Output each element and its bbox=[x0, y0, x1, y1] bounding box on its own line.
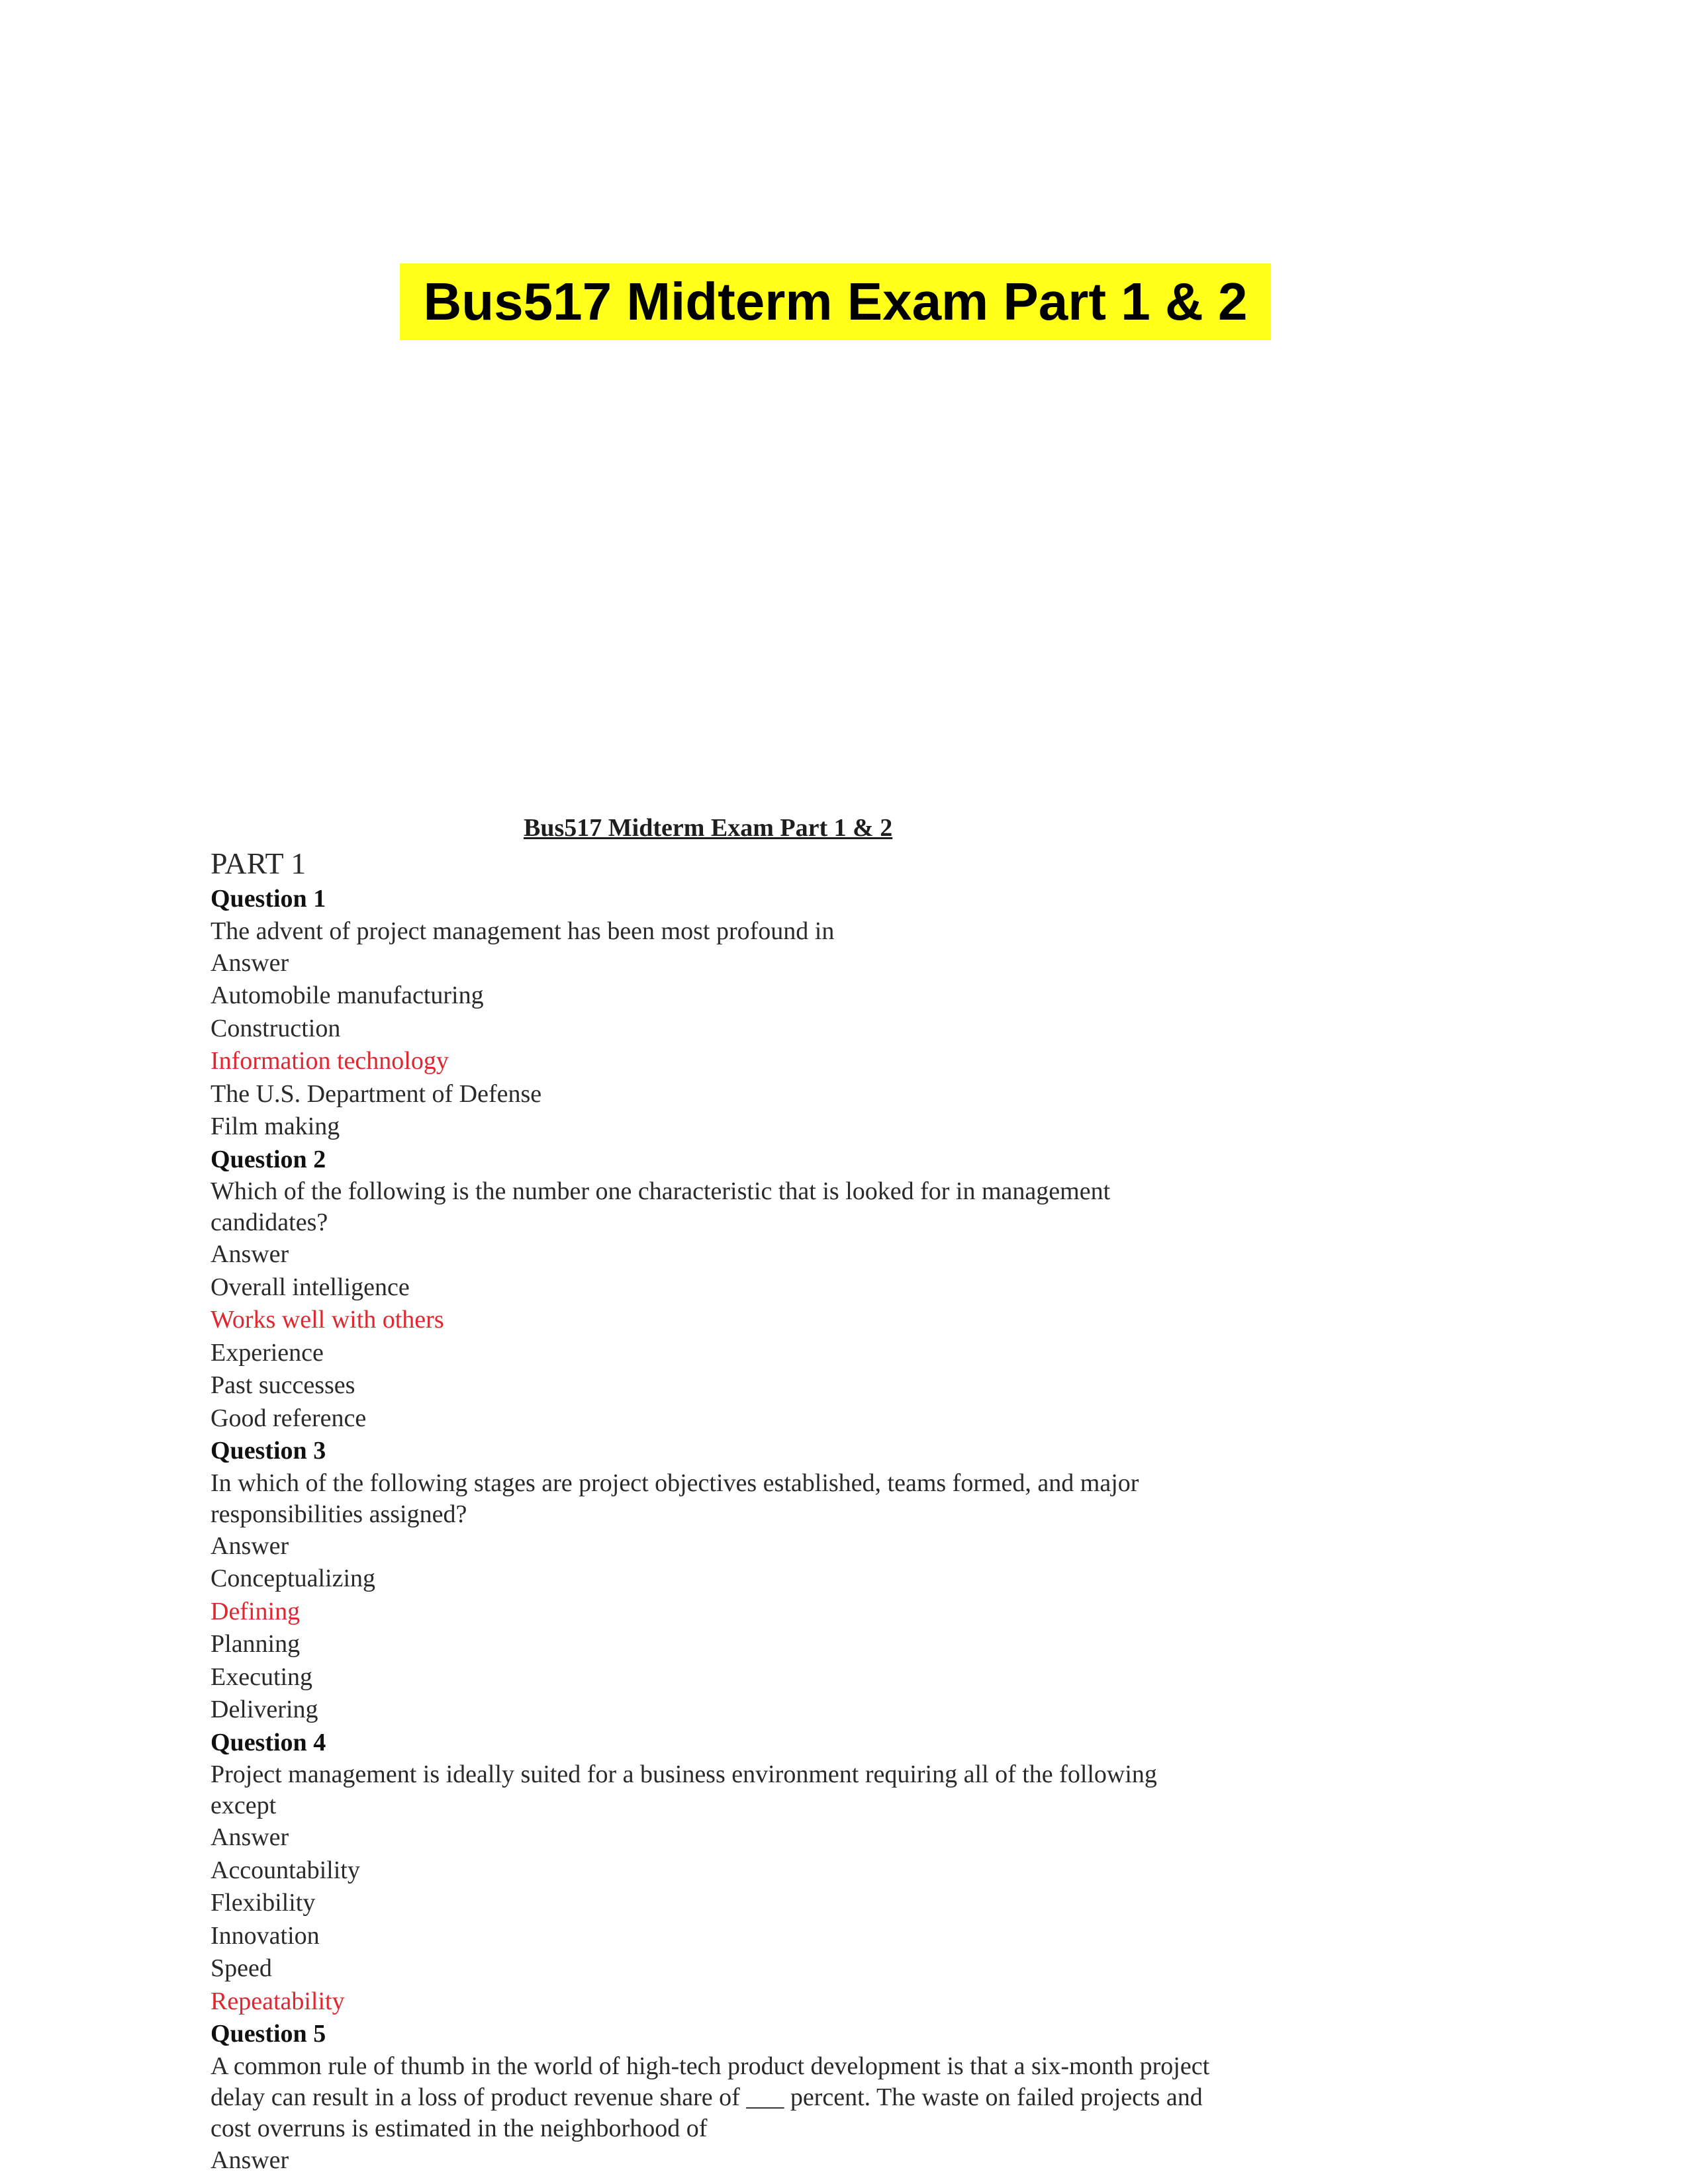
cover-title: Bus517 Midterm Exam Part 1 & 2 bbox=[400, 263, 1271, 340]
answer-label: Answer bbox=[211, 948, 289, 977]
answer-label: Answer bbox=[211, 1531, 289, 1560]
correct-answer-option: Defining bbox=[211, 1597, 301, 1625]
answer-option: Good reference bbox=[211, 1404, 367, 1432]
answer-option: Delivering bbox=[211, 1696, 318, 1723]
correct-answer-option: Repeatability bbox=[211, 1987, 345, 2015]
question-heading: Question 1 bbox=[211, 885, 326, 913]
answer-option: Accountability bbox=[211, 1856, 360, 1884]
question-block bbox=[211, 1435, 1283, 1727]
question-heading: Question 3 bbox=[211, 1437, 326, 1465]
answer-option: Film making bbox=[211, 1113, 340, 1140]
answer-option: The U.S. Department of Defense bbox=[211, 1079, 542, 1108]
answer-option: Automobile manufacturing bbox=[211, 981, 484, 1009]
question-block bbox=[211, 1144, 1283, 1435]
question-prompt: The advent of project management has been most profound in bbox=[211, 917, 835, 945]
answer-option: Innovation bbox=[211, 1921, 320, 1950]
part-heading: PART 1 bbox=[211, 846, 306, 880]
correct-answer-option: Information technology bbox=[211, 1047, 449, 1075]
answer-option: Speed bbox=[211, 1954, 272, 1982]
answer-option: Experience bbox=[211, 1338, 324, 1367]
answer-label: Answer bbox=[211, 1240, 289, 1268]
question-heading: Question 2 bbox=[211, 1145, 326, 1173]
question-block bbox=[211, 1727, 1283, 2019]
question-block bbox=[211, 2018, 1283, 2177]
question-prompt: In which of the following stages are project objectives established, teams formed, and major responsibilities assigned? bbox=[211, 1469, 1139, 1528]
question-prompt: A common rule of thumb in the world of high-tech product development is that a six-month project delay can result in a loss of product revenue share of ___ percent. The waste on failed projects and cost overruns is estimated in the neighborhood of bbox=[211, 2052, 1210, 2142]
question-prompt: Which of the following is the number one characteristic that is looked for in management candidates? bbox=[211, 1177, 1111, 1236]
answer-option: Flexibility bbox=[211, 1889, 316, 1917]
question-list bbox=[211, 883, 1283, 2177]
exam-title: Bus517 Midterm Exam Part 1 & 2 bbox=[524, 814, 893, 842]
correct-answer-option: Works well with others bbox=[211, 1306, 444, 1334]
question-heading: Question 4 bbox=[211, 1728, 326, 1756]
answer-option: Construction bbox=[211, 1014, 341, 1042]
answer-option: Overall intelligence bbox=[211, 1273, 410, 1301]
question-block bbox=[211, 883, 1283, 1144]
answer-option: Executing bbox=[211, 1662, 313, 1691]
question-prompt: Project management is ideally suited for a business environment requiring all of the following except bbox=[211, 1760, 1157, 1819]
answer-label: Answer bbox=[211, 2146, 289, 2174]
question-heading: Question 5 bbox=[211, 2020, 326, 2048]
answer-option: Past successes bbox=[211, 1371, 355, 1399]
answer-label: Answer bbox=[211, 1823, 289, 1851]
answer-option: Planning bbox=[211, 1630, 301, 1658]
answer-option: Conceptualizing bbox=[211, 1565, 376, 1592]
